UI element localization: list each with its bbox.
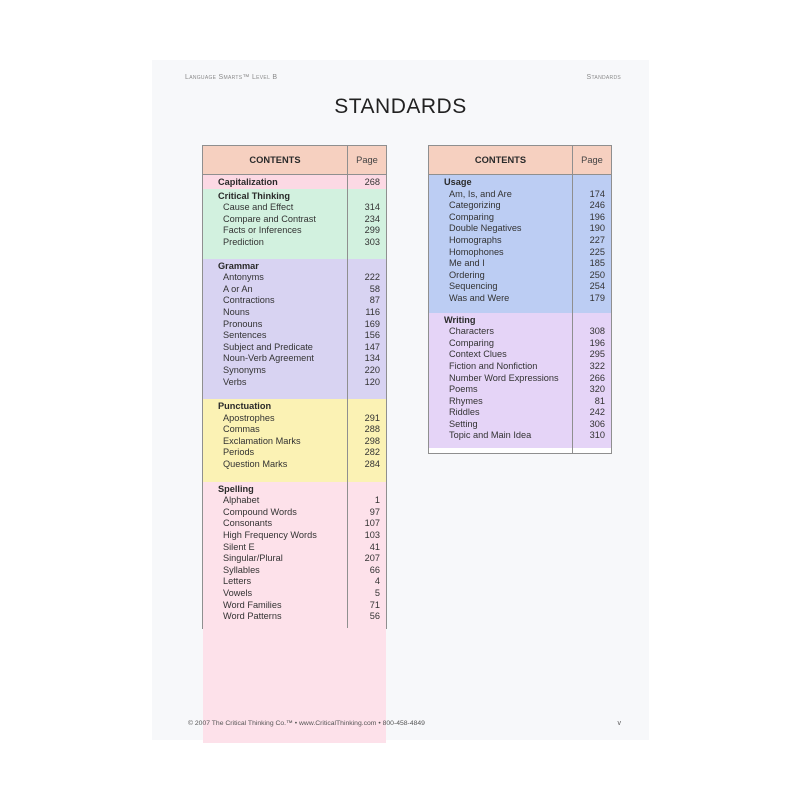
section-grammar bbox=[203, 259, 386, 400]
table-row bbox=[429, 270, 611, 282]
table-row bbox=[203, 272, 386, 284]
topic-page-number: 242 bbox=[589, 407, 605, 418]
table-row bbox=[203, 413, 386, 425]
topic-label: Word Families bbox=[223, 599, 282, 610]
topic-page-number: 179 bbox=[589, 292, 605, 303]
topic-page-number: 308 bbox=[589, 326, 605, 337]
section-spelling bbox=[203, 482, 386, 743]
table-row bbox=[203, 365, 386, 377]
topic-label: Syllables bbox=[223, 564, 260, 575]
contents-column-header: CONTENTS bbox=[203, 146, 348, 174]
topic-label: Was and Were bbox=[449, 292, 510, 303]
topic-label: Subject and Predicate bbox=[223, 341, 313, 352]
section-heading: Usage bbox=[444, 177, 472, 187]
topic-page-number: 174 bbox=[589, 188, 605, 199]
table-row bbox=[429, 373, 611, 385]
topic-label: Vowels bbox=[223, 588, 253, 598]
topic-page-number: 254 bbox=[589, 281, 605, 292]
section-heading-row bbox=[203, 191, 386, 203]
table-row bbox=[203, 459, 386, 471]
topic-label: Compound Words bbox=[223, 506, 297, 517]
column-divider bbox=[572, 175, 573, 453]
topic-page-number: 58 bbox=[369, 283, 380, 294]
topic-page-number: 207 bbox=[364, 553, 380, 564]
topic-label: Homophones bbox=[449, 246, 504, 257]
table-header bbox=[203, 146, 386, 175]
topic-page-number: 291 bbox=[364, 412, 380, 423]
table-body bbox=[429, 175, 611, 448]
topic-page-number: 299 bbox=[364, 225, 380, 236]
topic-label: Nouns bbox=[223, 306, 250, 317]
topic-page-number: 107 bbox=[364, 518, 380, 529]
topic-page-number: 284 bbox=[364, 459, 380, 470]
topic-label: Poems bbox=[449, 384, 478, 395]
table-row bbox=[203, 495, 386, 507]
topic-label: Apostrophes bbox=[223, 412, 275, 423]
topic-label: Comparing bbox=[449, 337, 494, 348]
topic-label: Rhymes bbox=[449, 395, 483, 406]
section-writing bbox=[429, 313, 611, 449]
topic-page-number: 246 bbox=[589, 200, 605, 211]
table-row bbox=[429, 200, 611, 212]
topic-page-number: 81 bbox=[594, 395, 605, 406]
table-row bbox=[429, 247, 611, 259]
table-row bbox=[203, 530, 386, 542]
running-head-left: Language Smarts™ Level B bbox=[185, 74, 278, 81]
topic-page-number: 5 bbox=[374, 588, 380, 598]
topic-label: Verbs bbox=[223, 376, 247, 387]
topic-page-number: 227 bbox=[589, 234, 605, 245]
table-row bbox=[203, 553, 386, 565]
section-critical-thinking bbox=[203, 189, 386, 259]
table-row bbox=[203, 353, 386, 365]
topic-page-number: 222 bbox=[364, 272, 380, 283]
table-row bbox=[429, 258, 611, 270]
standards-table-left bbox=[202, 145, 387, 629]
column-divider bbox=[347, 175, 348, 628]
standards-table-right bbox=[428, 145, 612, 454]
table-row bbox=[429, 396, 611, 408]
topic-label: Topic and Main Idea bbox=[449, 430, 532, 441]
topic-label: Number Word Expressions bbox=[449, 372, 559, 383]
table-row bbox=[203, 214, 386, 226]
section-page-number: 268 bbox=[364, 177, 380, 187]
table-row bbox=[429, 349, 611, 361]
section-heading-row bbox=[203, 484, 386, 496]
section-heading-row bbox=[203, 177, 386, 189]
topic-page-number: 185 bbox=[589, 258, 605, 269]
topic-label: Antonyms bbox=[223, 272, 264, 283]
section-heading-row bbox=[429, 177, 611, 189]
topic-page-number: 1 bbox=[374, 495, 380, 506]
topic-label: Synonyms bbox=[223, 364, 266, 375]
table-row bbox=[203, 307, 386, 319]
topic-label: Facts or Inferences bbox=[223, 225, 302, 236]
section-heading-row bbox=[203, 401, 386, 413]
table-row bbox=[203, 377, 386, 389]
section-page-number bbox=[348, 401, 386, 413]
table-row bbox=[203, 295, 386, 307]
table-row bbox=[203, 576, 386, 588]
topic-page-number: 147 bbox=[364, 341, 380, 352]
table-row bbox=[429, 338, 611, 350]
topic-label: Contractions bbox=[223, 295, 275, 306]
table-row bbox=[203, 507, 386, 519]
topic-label: Sequencing bbox=[449, 281, 498, 292]
topic-page-number: 310 bbox=[589, 430, 605, 441]
topic-page-number: 87 bbox=[369, 295, 380, 306]
topic-page-number: 220 bbox=[364, 364, 380, 375]
topic-label: Comparing bbox=[449, 211, 494, 222]
table-row bbox=[203, 342, 386, 354]
topic-label: Characters bbox=[449, 326, 494, 337]
topic-label: Double Negatives bbox=[449, 223, 522, 234]
table-row bbox=[429, 293, 611, 305]
table-row bbox=[203, 436, 386, 448]
topic-label: A or An bbox=[223, 283, 253, 294]
contents-column-header: CONTENTS bbox=[429, 146, 573, 174]
topic-label: Alphabet bbox=[223, 495, 260, 506]
topic-label: Pronouns bbox=[223, 318, 263, 329]
topic-page-number: 314 bbox=[364, 202, 380, 213]
table-row bbox=[203, 319, 386, 331]
topic-label: Periods bbox=[223, 447, 255, 458]
topic-label: Context Clues bbox=[449, 349, 507, 360]
table-row bbox=[203, 330, 386, 342]
section-page-number bbox=[573, 177, 611, 189]
topic-label: Compare and Contrast bbox=[223, 213, 316, 224]
section-page-number bbox=[573, 315, 611, 327]
section-heading: Writing bbox=[444, 314, 476, 325]
topic-label: Exclamation Marks bbox=[223, 435, 301, 446]
table-row bbox=[203, 611, 386, 623]
page-column-header: Page bbox=[581, 155, 603, 165]
section-capitalization bbox=[203, 175, 386, 189]
section-usage bbox=[429, 175, 611, 313]
table-row bbox=[429, 189, 611, 201]
topic-label: Cause and Effect bbox=[223, 202, 294, 213]
table-row bbox=[203, 237, 386, 249]
topic-label: Silent E bbox=[223, 541, 255, 552]
topic-label: Noun-Verb Agreement bbox=[223, 353, 314, 364]
topic-page-number: 97 bbox=[369, 506, 380, 517]
topic-label: Letters bbox=[223, 576, 252, 587]
topic-page-number: 288 bbox=[364, 424, 380, 435]
topic-label: Riddles bbox=[449, 407, 480, 418]
table-row bbox=[203, 424, 386, 436]
topic-page-number: 295 bbox=[589, 349, 605, 360]
topic-page-number: 103 bbox=[364, 530, 380, 541]
section-heading: Punctuation bbox=[218, 401, 272, 412]
topic-label: Me and I bbox=[449, 258, 485, 269]
topic-page-number: 303 bbox=[364, 236, 380, 247]
table-row bbox=[429, 430, 611, 442]
topic-label: Categorizing bbox=[449, 200, 501, 211]
topic-page-number: 156 bbox=[364, 330, 380, 341]
topic-label: High Frequency Words bbox=[223, 530, 317, 541]
table-row bbox=[429, 384, 611, 396]
topic-page-number: 196 bbox=[589, 211, 605, 222]
table-row bbox=[203, 588, 386, 600]
topic-page-number: 322 bbox=[589, 360, 605, 371]
topic-page-number: 266 bbox=[589, 372, 605, 383]
topic-page-number: 320 bbox=[589, 384, 605, 395]
topic-label: Commas bbox=[223, 424, 260, 435]
table-header bbox=[429, 146, 611, 175]
table-row bbox=[203, 284, 386, 296]
topic-label: Setting bbox=[449, 418, 478, 429]
page-column-header: Page bbox=[356, 155, 378, 165]
table-row bbox=[203, 542, 386, 554]
section-heading: Critical Thinking bbox=[218, 190, 290, 201]
table-row bbox=[203, 202, 386, 214]
table-row bbox=[203, 600, 386, 612]
table-row bbox=[429, 223, 611, 235]
table-row bbox=[203, 518, 386, 530]
table-row bbox=[203, 225, 386, 237]
page-title: STANDARDS bbox=[334, 95, 467, 118]
topic-page-number: 250 bbox=[589, 269, 605, 280]
page-number: v bbox=[617, 720, 621, 727]
table-row bbox=[203, 447, 386, 459]
topic-page-number: 234 bbox=[364, 213, 380, 224]
document-page bbox=[152, 60, 649, 740]
topic-page-number: 169 bbox=[364, 318, 380, 329]
topic-label: Singular/Plural bbox=[223, 553, 283, 564]
running-head-right: Standards bbox=[586, 74, 621, 81]
topic-page-number: 56 bbox=[369, 611, 380, 622]
section-page-number bbox=[348, 484, 386, 496]
section-punctuation bbox=[203, 399, 386, 482]
table-row bbox=[429, 281, 611, 293]
section-heading: Spelling bbox=[218, 483, 254, 494]
section-page-number bbox=[348, 191, 386, 203]
topic-page-number: 134 bbox=[364, 353, 380, 364]
table-row bbox=[429, 326, 611, 338]
copyright-footer: © 2007 The Critical Thinking Co.™ • www.CriticalThinking.com • 800-458-4849 bbox=[188, 720, 425, 727]
table-row bbox=[429, 419, 611, 431]
topic-page-number: 41 bbox=[369, 541, 380, 552]
table-row bbox=[429, 407, 611, 419]
section-page-number bbox=[348, 261, 386, 273]
topic-page-number: 116 bbox=[365, 306, 380, 317]
table-row bbox=[429, 212, 611, 224]
topic-page-number: 196 bbox=[589, 337, 605, 348]
topic-page-number: 282 bbox=[364, 447, 380, 458]
topic-page-number: 306 bbox=[589, 418, 605, 429]
topic-label: Ordering bbox=[449, 269, 485, 280]
topic-page-number: 190 bbox=[589, 223, 605, 234]
table-body bbox=[203, 175, 386, 743]
topic-page-number: 4 bbox=[374, 576, 380, 587]
section-heading: Grammar bbox=[218, 260, 259, 271]
topic-page-number: 298 bbox=[364, 435, 380, 446]
section-heading: Capitalization bbox=[218, 177, 278, 187]
topic-label: Fiction and Nonfiction bbox=[449, 360, 538, 371]
topic-label: Prediction bbox=[223, 236, 264, 247]
table-row bbox=[203, 565, 386, 577]
topic-label: Question Marks bbox=[223, 459, 288, 470]
table-row bbox=[429, 361, 611, 373]
topic-label: Sentences bbox=[223, 330, 267, 341]
topic-label: Word Patterns bbox=[223, 611, 282, 622]
topic-page-number: 71 bbox=[369, 599, 380, 610]
topic-page-number: 66 bbox=[369, 564, 380, 575]
section-heading-row bbox=[203, 261, 386, 273]
topic-page-number: 120 bbox=[364, 376, 380, 387]
topic-page-number: 225 bbox=[589, 246, 605, 257]
topic-label: Homographs bbox=[449, 234, 502, 245]
table-row bbox=[429, 235, 611, 247]
topic-label: Am, Is, and Are bbox=[449, 188, 512, 199]
section-heading-row bbox=[429, 315, 611, 327]
topic-label: Consonants bbox=[223, 518, 273, 529]
